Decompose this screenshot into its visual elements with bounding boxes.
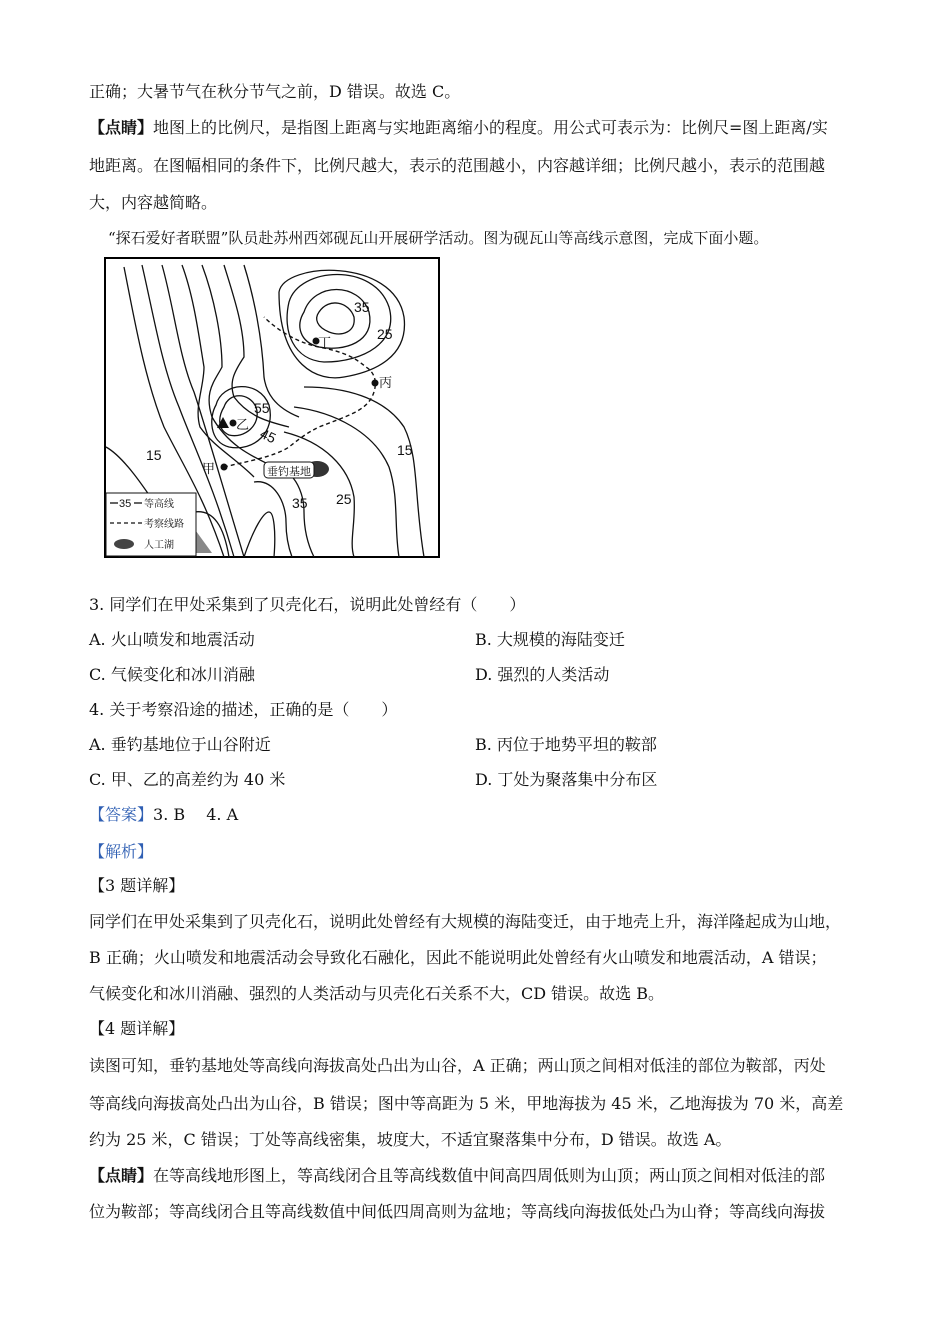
q3-stem: 3. 同学们在甲处采集到了贝壳化石，说明此处曾经有（ ）	[89, 595, 526, 614]
label-45: 45	[257, 425, 279, 447]
label-15-right: 15	[397, 442, 413, 458]
detail3-p3: 气候变化和冰川消融、强烈的人类活动与贝壳化石关系不大，CD 错误。故选 B。	[89, 984, 665, 1003]
legend-lake: 人工湖	[144, 540, 174, 551]
tip-line-2: 位为鞍部；等高线闭合且等高线数值中间低四周高则为盆地；等高线向海拔低处凸为山脊；等高线向海拔	[89, 1202, 826, 1221]
answer-line	[89, 805, 238, 825]
legend-contour: 等高线	[144, 499, 174, 510]
legend-route: 考察线路	[144, 519, 184, 530]
label-35-bottom: 35	[292, 495, 308, 511]
label-jia: 甲	[202, 461, 216, 476]
answer-text: 3. B 4. A	[153, 805, 239, 824]
q4-option-a: A. 垂钓基地位于山谷附近	[89, 735, 271, 754]
detail4-p2: 等高线向海拔高处凸出为山谷，B 错误；图中等高距为 5 米，甲地海拔为 45 米，乙地海拔为 70 米，高差	[89, 1094, 844, 1113]
point-bing	[372, 380, 379, 387]
q3-option-c: C. 气候变化和冰川消融	[89, 665, 255, 684]
q4-stem: 4. 关于考察沿途的描述，正确的是（ ）	[89, 700, 398, 719]
label-15-left: 15	[146, 447, 162, 463]
q3-option-a: A. 火山喷发和地震活动	[89, 630, 255, 649]
q4-option-b: B. 丙位于地势平坦的鞍部	[475, 735, 657, 754]
label-yi: 乙	[236, 417, 250, 432]
detail4-p3: 约为 25 米，C 错误；丁处等高线密集，坡度大，不适宜聚落集中分布，D 错误。故选 A。	[89, 1130, 732, 1149]
label-ding: 丁	[318, 335, 332, 350]
tip2-p1: 在等高线地形图上，等高线闭合且等高线数值中间高四周低则为山顶；两山顶之间相对低洼的部	[153, 1166, 826, 1185]
legend	[106, 493, 196, 556]
text-line-1: 正确；大暑节气在秋分节气之前，D 错误。故选 C。	[89, 82, 461, 101]
detail3-title: 【3 题详解】	[89, 876, 185, 895]
detail4-p1: 读图可知，垂钓基地处等高线向海拔高处凸出为山谷，A 正确；两山顶之间相对低洼的部位为鞍部，丙处	[89, 1056, 826, 1075]
q3-option-d: D. 强烈的人类活动	[475, 665, 610, 684]
legend-number: 35	[119, 498, 132, 510]
tip-label: 【点睛】	[89, 118, 154, 137]
detail3-p1: 同学们在甲处采集到了贝壳化石，说明此处曾经有大规模的海陆变迁，由于地壳上升，海洋隆起成为山地，	[89, 912, 842, 931]
label-35-top: 35	[354, 299, 370, 315]
q4-option-d: D. 丁处为聚落集中分布区	[475, 770, 658, 789]
tip-text: 地图上的比例尺，是指图上距离与实地距离缩小的程度。用公式可表示为：比例尺=图上距离/实	[153, 118, 828, 137]
label-55: 55	[254, 400, 270, 416]
q4-option-c: C. 甲、乙的高差约为 40 米	[89, 770, 286, 789]
detail3-p2: B 正确；火山喷发和地震活动会导致化石融化，因此不能说明此处曾经有火山喷发和地震活动，A 错误；	[89, 948, 827, 967]
tip2-label: 【点睛】	[89, 1166, 154, 1185]
label-25-top: 25	[377, 326, 393, 342]
label-bing: 丙	[379, 375, 393, 390]
text-line-4: 大，内容越简略。	[89, 193, 218, 212]
detail4-title: 【4 题详解】	[89, 1019, 185, 1038]
label-25-bottom: 25	[336, 491, 352, 507]
answer-label: 【答案】	[89, 805, 154, 824]
analysis-label: 【解析】	[89, 842, 154, 861]
contour-map	[104, 257, 440, 558]
point-jia	[221, 464, 228, 471]
text-line-2	[89, 118, 828, 138]
tip-line-1	[89, 1166, 825, 1186]
label-lake: 垂钓基地	[267, 466, 311, 478]
text-line-3: 地距离。在图幅相同的条件下，比例尺越大，表示的范围越小，内容越详细；比例尺越小，表示的范围越	[89, 156, 826, 175]
question-intro: “探石爱好者联盟”队员赴苏州西郊砚瓦山开展研学活动。图为砚瓦山等高线示意图，完成下面小题。	[108, 229, 769, 247]
q3-option-b: B. 大规模的海陆变迁	[475, 630, 625, 649]
